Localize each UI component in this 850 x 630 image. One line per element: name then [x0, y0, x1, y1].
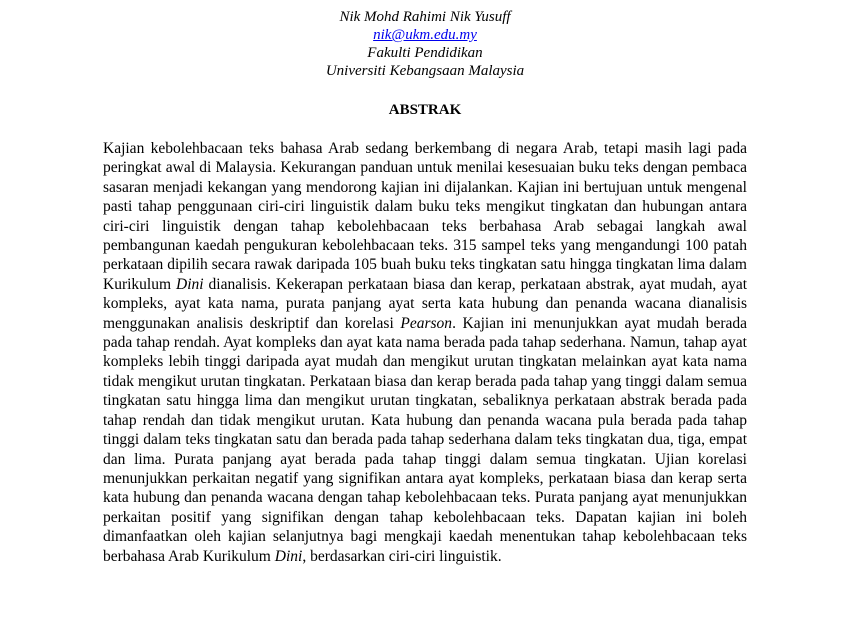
abstract-text-part-2: dianalisis. Kekerapan perkataan biasa dan kerap, perkataan abstrak, ayat mudah, ayat kompleks, ayat kata nama, purata panjang ayat serta kata hubung dan penanda wacana dianalisis menggunakan analisis deskriptif dan korelasi: [103, 275, 748, 332]
author-name: Nik Mohd Rahimi Nik Yusuff: [339, 9, 511, 25]
abstract-italic-dini-1: Dini: [176, 275, 204, 293]
abstract-text-part-3: . Kajian ini menunjukkan ayat mudah berada pada tahap rendah. Ayat kompleks dan ayat kata nama berada pada tahap sederhana. Namun, tahap ayat kompleks lebih tinggi daripada ayat mudah dan mengikut urutan tingkatan melainkan ayat kata nama tidak mengikut urutan tingkatan. Perkataan biasa dan kerap berada pada tahap yang tinggi dalam semua tingkatan satu hingga lima dan mengikut urutan tingkatan, sebaliknya perkataan abstrak berada pada tahap rendah dan tidak mengikut urutan. Kata hubung dan penanda wacana pula berada pada tahap tinggi dalam teks tingkatan satu dan berada pada tahap sederhana dalam teks tingkatan dua, tiga, empat dan lima. Purata panjang ayat berada pada tahap tinggi dalam semua tingkatan. Ujian korelasi menunjukkan perkaitan negatif yang signifikan antara ayat kompleks, perkataan biasa dan kerap serta kata hubung dan penanda wacana dengan tahap kebolehbacaan teks. Purata panjang ayat menunjukkan perkaitan positif yang signifikan dengan tahap kebolehbacaan teks. Dapatan kajian ini boleh dimanfaatkan oleh kajian selanjutnya bagi mengkaji kaedah menentukan tahap kebolehbacaan teks berbahasa Arab Kurikulum: [103, 314, 747, 565]
author-block: [0, 8, 850, 80]
abstract-heading: ABSTRAK: [388, 102, 462, 118]
abstract-italic-dini-2: Dini: [274, 547, 303, 565]
author-university: Universiti Kebangsaan Malaysia: [325, 63, 525, 79]
author-email-link[interactable]: nik@ukm.edu.my: [373, 27, 477, 43]
abstract-italic-pearson: Pearson: [400, 314, 453, 332]
abstract-text-part-4: , berdasarkan ciri-ciri linguistik.: [302, 547, 502, 565]
abstract-body: [103, 139, 747, 566]
author-faculty: Fakulti Pendidikan: [367, 45, 483, 61]
abstract-text-part-1: Kajian kebolehbacaan teks bahasa Arab sedang berkembang di negara Arab, tetapi masih lagi pada peringkat awal di Malaysia. Kekurangan panduan untuk menilai kesesuaian buku teks dengan pembaca sasaran menjadi kekangan yang mendorong kajian ini dijalankan. Kajian ini bertujuan untuk mengenal pasti tahap penggunaan ciri-ciri linguistik dalam buku teks mengikut tingkatan dan hubungan antara ciri-ciri linguistik dengan tahap kebolehbacaan teks berbahasa Arab sebagai langkah awal pembangunan kaedah pengukuran kebolehbacaan teks. 315 sampel teks yang mengandungi 100 patah perkataan dipilih secara rawak daripada 105 buah buku teks tingkatan satu hingga tingkatan lima dalam Kurikulum: [103, 140, 747, 293]
